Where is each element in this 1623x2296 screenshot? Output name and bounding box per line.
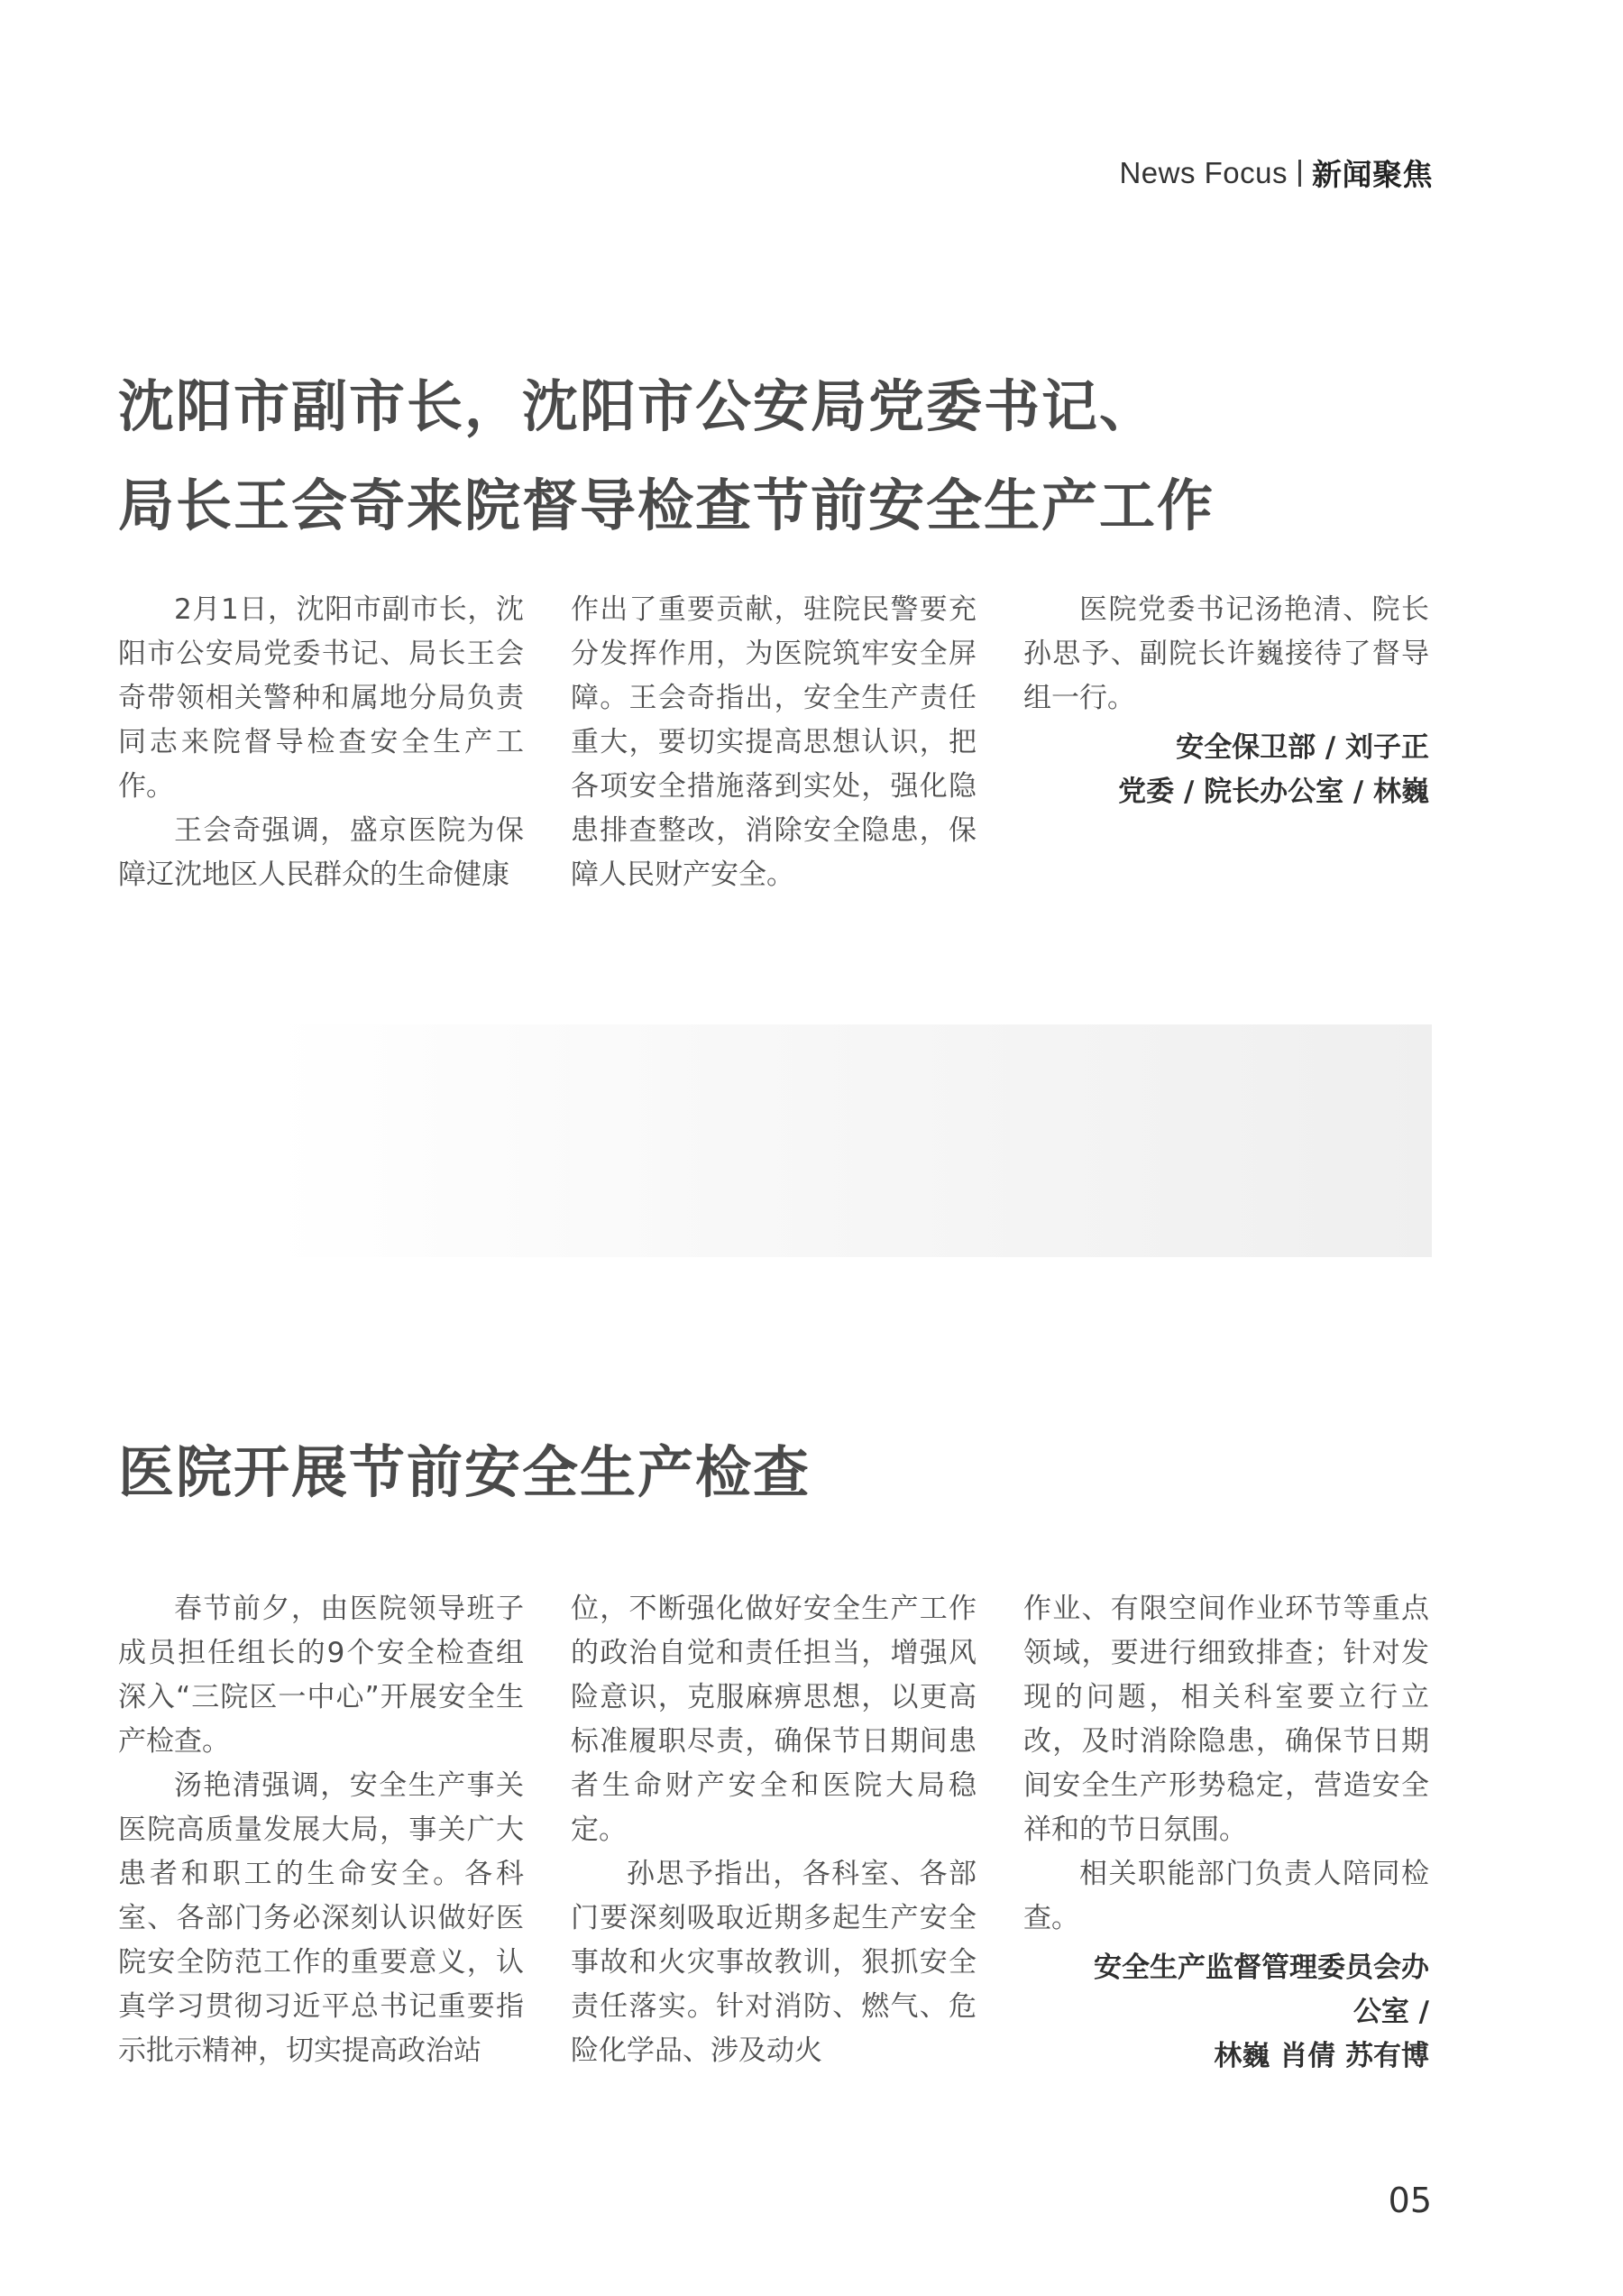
article1-column-1 <box>118 588 524 897</box>
article2-column-2 <box>571 1587 977 2073</box>
article2-paragraph: 春节前夕，由医院领导班子成员担任组长的9个安全检查组深入“三院区一中心”开展安全生产检查。 <box>118 1593 524 1758</box>
article1-paragraph: 医院党委书记汤艳清、院长孙思予、副院长许巍接待了督导组一行。 <box>1023 593 1429 714</box>
article2-paragraph: 汤艳清强调，安全生产事关医院高质量发展大局，事关广大患者和职工的生命安全。各科室、各部门务必深刻认识做好医院安全防范工作的重要意义，认真学习贯彻习近平总书记重要指示批示精神，切实提高政治站 <box>118 1769 524 2067</box>
article1-title <box>118 357 1215 556</box>
section-header <box>1119 152 1433 194</box>
article2-column-1 <box>118 1587 524 2073</box>
section-name-cn: 新闻聚焦 <box>1312 157 1433 192</box>
article2-title: 医院开展节前安全生产检查 <box>118 1439 812 1505</box>
page-number: 05 <box>1388 2181 1432 2220</box>
article2-column-3 <box>1023 1587 1429 2079</box>
article1-column-2 <box>571 588 977 897</box>
article1-paragraph: 王会奇强调，盛京医院为保障辽沈地区人民群众的生命健康 <box>118 814 524 891</box>
section-name-en: News Focus <box>1119 155 1288 189</box>
article1-title-line1: 沈阳市副市长，沈阳市公安局党委书记、 <box>118 373 1158 439</box>
article1-paragraph: 2月1日，沈阳市副市长，沈阳市公安局党委书记、局长王会奇带领相关警种和属地分局负责同志来院督导检查安全生产工作。 <box>118 593 524 803</box>
article1-paragraph: 作出了重要贡献，驻院民警要充分发挥作用，为医院筑牢安全屏障。王会奇指出，安全生产责任重大，要切实提高思想认识，把各项安全措施落到实处，强化隐患排查整改，消除安全隐患，保障人民财产安全。 <box>571 593 977 891</box>
article2-byline: 安全生产监督管理委员会办公室 / <box>1094 1952 1429 2028</box>
article2-paragraph: 位，不断强化做好安全生产工作的政治自觉和责任担当，增强风险意识，克服麻痹思想，以更高标准履职尽责，确保节日期间患者生命财产安全和医院大局稳定。 <box>571 1593 977 1846</box>
article2-paragraph: 相关职能部门负责人陪同检查。 <box>1023 1858 1429 1934</box>
article1-byline: 党委 / 院长办公室 / 林巍 <box>1118 776 1429 808</box>
decorative-band <box>273 1024 1432 1257</box>
article1-title-line2: 局长王会奇来院督导检查节前安全生产工作 <box>118 473 1215 538</box>
article2-paragraph: 作业、有限空间作业环节等重点领域，要进行细致排查；针对发现的问题，相关科室要立行立改，及时消除隐患，确保节日期间安全生产形势稳定，营造安全祥和的节日氛围。 <box>1023 1593 1429 1846</box>
header-divider <box>1298 160 1301 187</box>
article1-column-3 <box>1023 588 1429 814</box>
article2-paragraph: 孙思予指出，各科室、各部门要深刻吸取近期多起生产安全事故和火灾事故教训，狠抓安全责任落实。针对消防、燃气、危险化学品、涉及动火 <box>571 1858 977 2067</box>
article2-byline: 林巍 肖倩 苏有博 <box>1214 2040 1429 2072</box>
article1-byline: 安全保卫部 / 刘子正 <box>1176 731 1429 764</box>
